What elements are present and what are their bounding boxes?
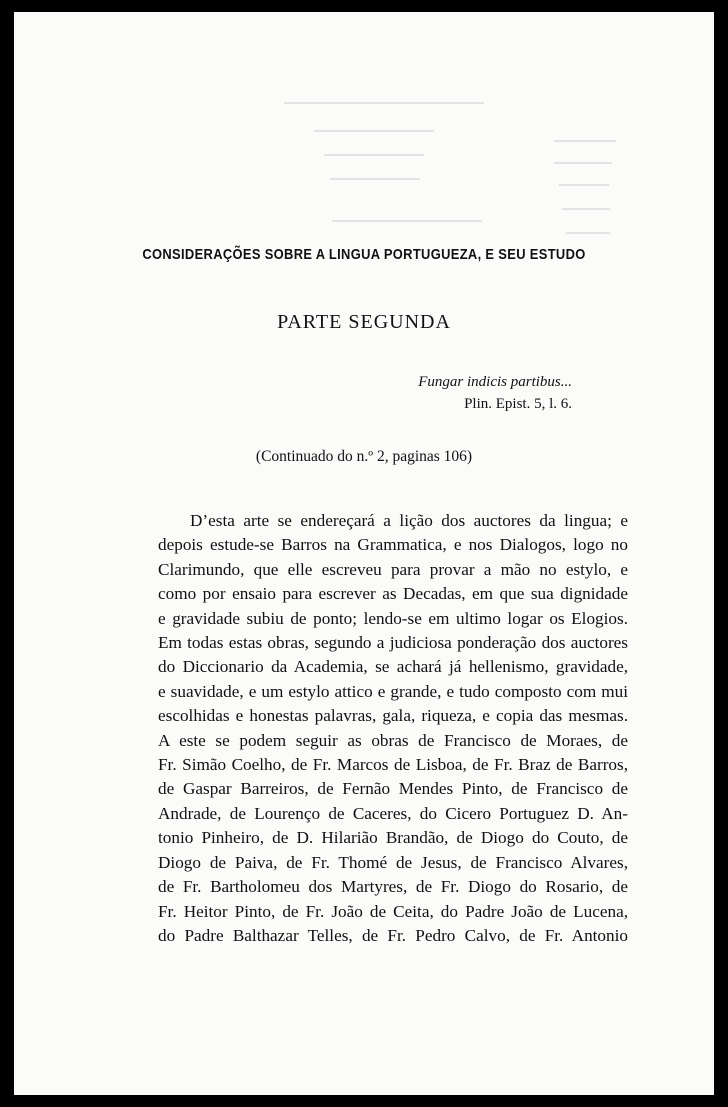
paragraph-line: tonio Pinheiro, de D. Hilarião Brandão, de Diogo do Couto, de xyxy=(158,828,628,848)
bleed-through-mark xyxy=(566,232,610,234)
bleed-through-mark xyxy=(314,130,434,132)
paragraph-line: Fr. Simão Coelho, de Fr. Marcos de Lisboa, de Fr. Braz de Barros, xyxy=(158,755,628,775)
paragraph-line: Diogo de Paiva, de Fr. Thomé de Jesus, de Francisco Alvares, xyxy=(158,852,628,872)
article-heading: CONSIDERAÇÕES SOBRE A LINGUA PORTUGUEZA, E SEU ESTUDO xyxy=(142,246,586,263)
document-page xyxy=(14,12,714,1095)
paragraph-line: de Fr. Bartholomeu dos Martyres, de Fr. Diogo do Rosario, de xyxy=(158,877,628,897)
bleed-through-mark xyxy=(324,154,424,156)
paragraph-line: Clarimundo, que elle escreveu para provar a mão no estylo, e xyxy=(158,559,628,579)
paragraph-line: Andrade, de Lourenço de Caceres, do Cicero Portuguez D. An- xyxy=(158,803,628,823)
paragraph-line: como por ensaio para escrever as Decadas, em que sua dignidade xyxy=(158,584,628,604)
bleed-through-mark xyxy=(554,162,612,164)
paragraph-line: e gravidade subiu de ponto; lendo-se em ultimo logar os Elogios. xyxy=(158,608,628,628)
paragraph-line: D’esta arte se endereçará a lição dos auctores da lingua; e xyxy=(190,511,628,530)
paragraph-line: escolhidas e honestas palavras, gala, riqueza, e copia das mesmas. xyxy=(158,706,628,726)
epigraph-quote: Fungar indicis partibus... xyxy=(418,374,572,390)
epigraph xyxy=(418,371,572,415)
bleed-through-mark xyxy=(559,184,609,186)
paragraph-line: do Padre Balthazar Telles, de Fr. Pedro Calvo, de Fr. Antonio xyxy=(158,925,628,945)
paragraph-line: A este se podem seguir as obras de Francisco de Moraes, de xyxy=(158,730,628,750)
epigraph-source: Plin. Epist. 5, l. 6. xyxy=(464,396,572,412)
paragraph-line: de Gaspar Barreiros, de Fernão Mendes Pinto, de Francisco de xyxy=(158,779,628,799)
paragraph-line: do Diccionario da Academia, se achará já hellenismo, gravidade, xyxy=(158,657,628,677)
paragraph-line: e suavidade, e um estylo attico e grande, e tudo composto com mui xyxy=(158,681,628,701)
part-heading: PARTE SEGUNDA xyxy=(277,311,451,333)
bleed-through-mark xyxy=(330,178,420,180)
paragraph-line: depois estude-se Barros na Grammatica, e nos Dialogos, logo no xyxy=(158,535,628,555)
bleed-through-mark xyxy=(554,140,616,142)
continuation-note: (Continuado do n.º 2, paginas 106) xyxy=(255,448,473,465)
paragraph-line: Fr. Heitor Pinto, de Fr. João de Ceita, do Padre João de Lucena, xyxy=(158,901,628,921)
bleed-through-mark xyxy=(332,220,482,222)
bleed-through-mark xyxy=(562,208,610,210)
bleed-through-mark xyxy=(284,102,484,104)
paragraph-line: Em todas estas obras, segundo a judiciosa ponderação dos auctores xyxy=(158,633,628,653)
body-paragraph xyxy=(158,509,628,948)
